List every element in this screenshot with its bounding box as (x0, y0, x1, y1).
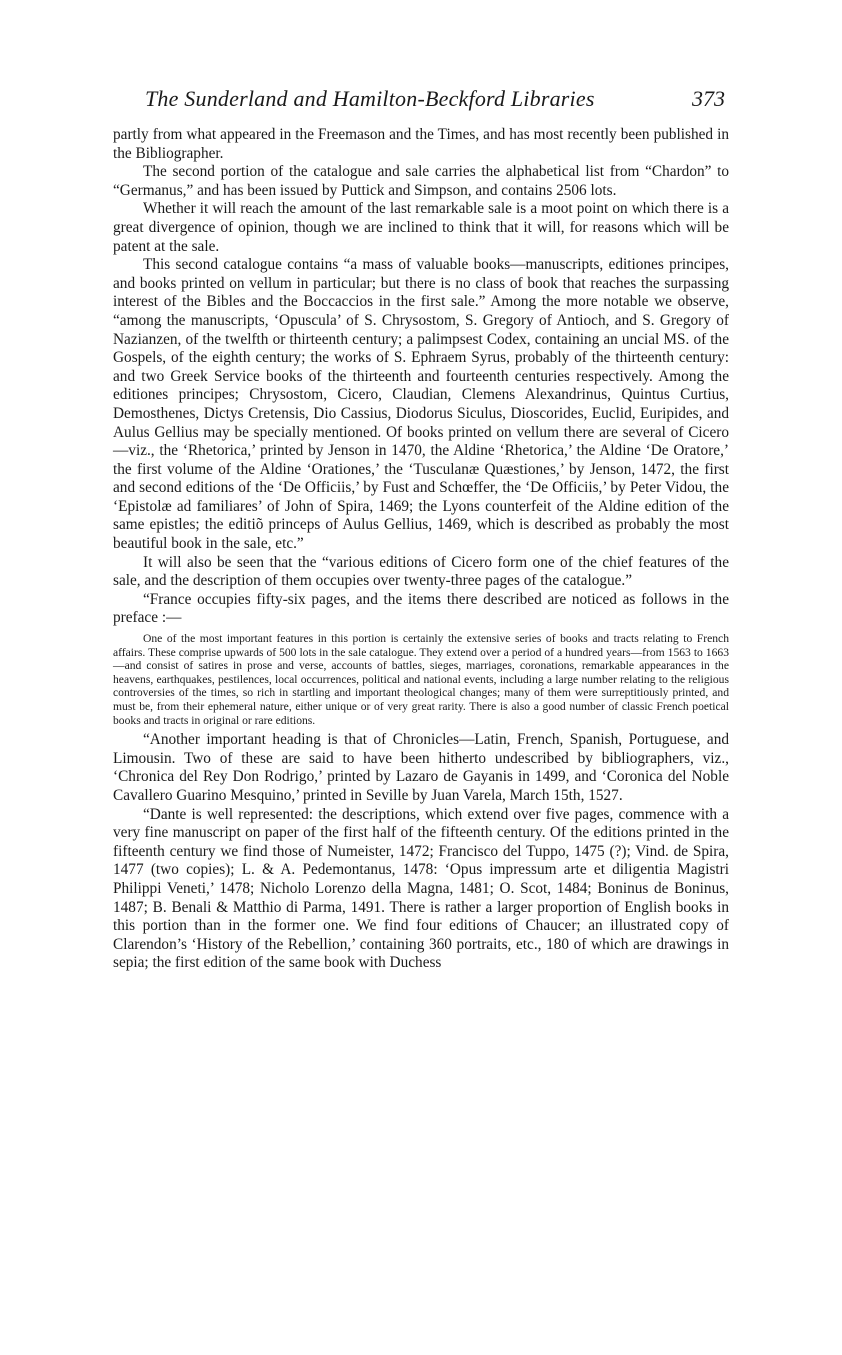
paragraph: It will also be seen that the “various editions of Cicero form one of the chief features of the sale, and the description of them occupies over twenty-three pages of the catalogue.” (113, 553, 729, 590)
paragraph: Whether it will reach the amount of the last remarkable sale is a moot point on which there is a great divergence of opinion, though we are inclined to think that it will, for reasons which will be patent at the sale. (113, 200, 729, 255)
page-header (113, 86, 729, 126)
page-number: 373 (692, 86, 725, 111)
paragraph: The second portion of the catalogue and sale carries the alphabetical list from “Chardon” to “Germanus,” and has been issued by Puttick and Simpson, and contains 2506 lots. (113, 163, 729, 199)
paragraph: This second catalogue contains “a mass of valuable books—manuscripts, editiones principes, and books printed on vellum in particular; but there is no class of book that reaches the surpassing interest of the Bibles and the Boccaccios in the first sale.” Among the more notable we observe, “among the manuscripts, ‘Opuscula’ of S. Chrysostom, S. Gregory of Antioch, and S. Gregory of Nazianzen, of the twelfth or thirteenth century; a palimpsest Codex, containing an uncial MS. of the Gospels, of the eighth century; the works of S. Ephraem Syrus, probably of the thirteenth century: and two Greek Service books of the thirteenth and fourteenth centuries respectively. Among the editiones principes; Chrysostom, Cicero, Claudian, Clemens Alexandrinus, Quintus Curtius, Demosthenes, Dictys Cretensis, Dio Cassius, Diodorus Siculus, Dioscorides, Euclid, Euripides, and Aulus Gellius may be specially mentioned. Of books printed on vellum there are several of Cicero—viz., the ‘Rhetorica,’ printed by Jenson in 1470, the Aldine ‘Rhetorica,’ the Aldine ‘De Oratore,’ the first volume of the Aldine ‘Orationes,’ the ‘Tusculanæ Quæstiones,’ by Jenson, 1472, the first and second editions of the ‘De Officiis,’ by Fust and Schœffer, the ‘De Officiis,’ by Peter Vidou, the ‘Epistolæ ad familiares’ of John of Spira, 1469; the Lyons counterfeit of the Aldine edition of the same epistles; the editiõ princeps of Aulus Gellius, 1469, which is described as probably the most beautiful book in the sale, etc.” (113, 256, 729, 553)
paragraph: “France occupies fifty-six pages, and the items there described are noticed as follows in the preface :— (113, 590, 729, 627)
paragraph: partly from what appeared in the Freemason and the Times, and has most recently been published in the Bibliographer. (113, 126, 729, 162)
quote-text: One of the most important features in this portion is certainly the extensive series of books and tracts relating to French affairs. These comprise upwards of 500 lots in the sale catalogue. They extend over a period of a hundred years—from 1563 to 1663—and consist of satires in prose and verse, accounts of battles, sieges, marriages, coronations, remarkable appearances in the heavens, earthquakes, pestilences, local occurrences, political and national events, including a large number relating to the religious controversies of the times, so rich in startling and important theological changes; many of them were surreptitiously printed, and must be, from their ephemeral nature, either unique or of very great rarity. There is also a good number of classic French poetical books and tracts in original or rare editions. (113, 632, 729, 727)
paragraph: “Another important heading is that of Chronicles—Latin, French, Spanish, Portuguese, and Limousin. Two of these are said to have been hitherto undescribed by bibliographers, viz., ‘Chronica del Rey Don Rodrigo,’ printed by Lazaro de Gayanis in 1499, and ‘Coronica del Noble Cavallero Guarino Mesquino,’ printed in Seville by Juan Varela, March 15th, 1527. (113, 731, 729, 804)
running-title: The Sunderland and Hamilton-Beckford Libraries (145, 86, 595, 111)
paragraph: “Dante is well represented: the descriptions, which extend over five pages, commence with a very fine manuscript on paper of the first half of the fifteenth century. Of the editions printed in the fifteenth century we find those of Numeister, 1472; Francisco del Tuppo, 1475 (?); Vind. de Spira, 1477 (two copies); L. & A. Pedemontanus, 1478: ‘Opus impressum arte et diligentia Magistri Philippi Veneti,’ 1478; Nicholo Lorenzo della Magna, 1481; O. Scot, 1484; Boninus de Boninus, 1487; B. Benali & Matthio di Parma, 1491. There is rather a larger proportion of English books in this portion than in the former one. We find four editions of Chaucer; an illustrated copy of Clarendon’s ‘History of the Rebellion,’ containing 360 portraits, etc., 180 of which are drawings in sepia; the first edition of the same book with Duchess (113, 805, 729, 972)
body-text (113, 126, 729, 973)
page (113, 86, 729, 973)
block-quote (113, 632, 729, 727)
